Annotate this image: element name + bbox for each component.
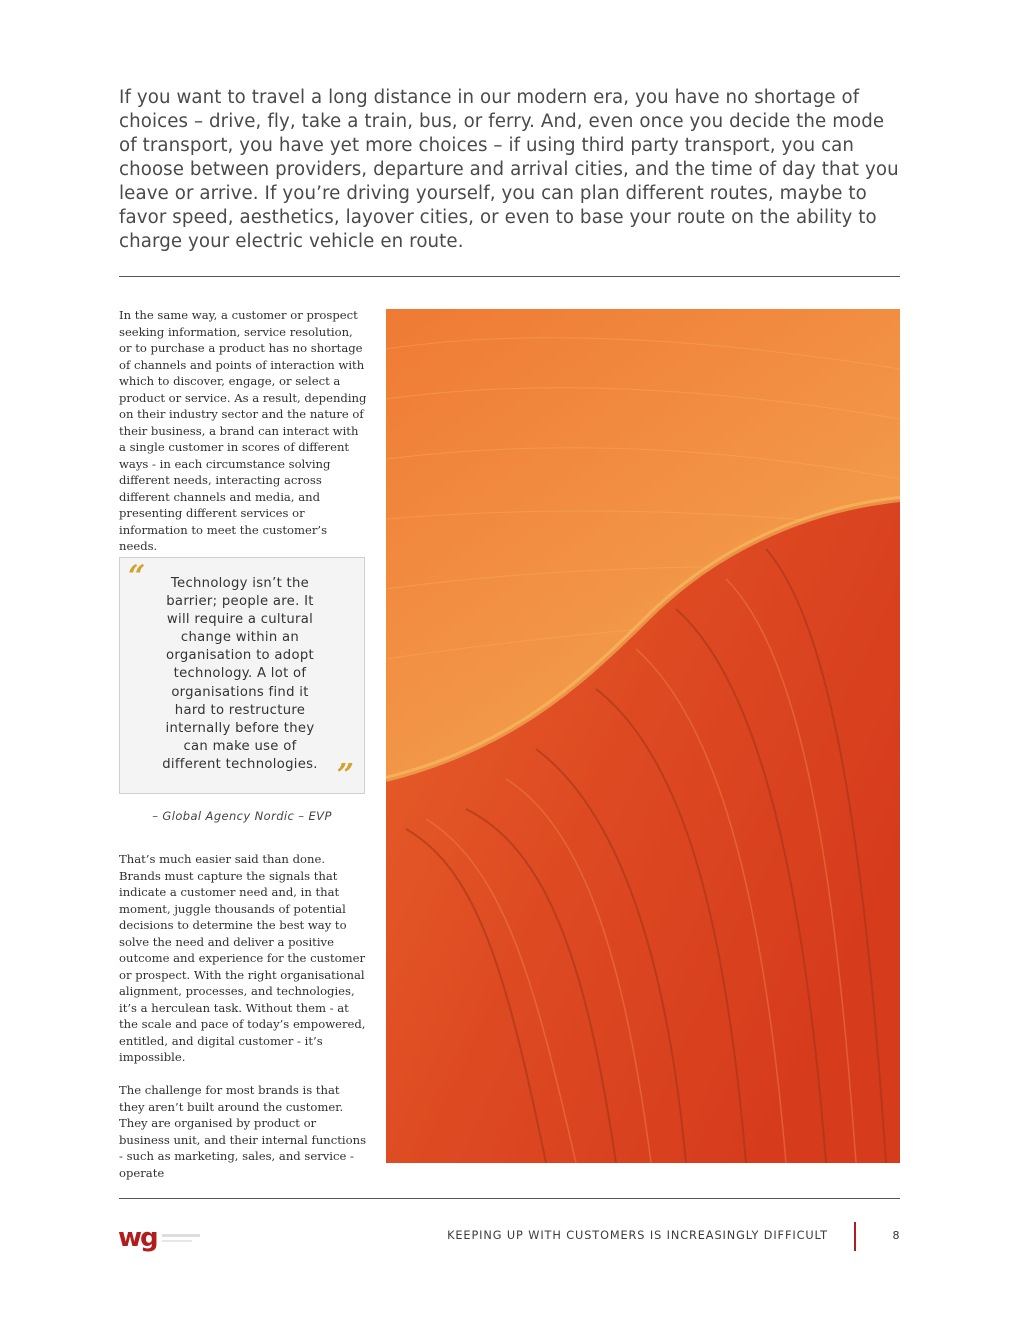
pull-quote [119, 557, 365, 794]
top-divider [119, 276, 900, 277]
quote-text: Technology isn’t the barrier; people are. It will require a cultural change within an organisation to adopt technology. A lot of organisations find it hard to restructure internally before they can make use of different technologies. [162, 576, 318, 772]
footer-section-title: KEEPING UP WITH CUSTOMERS IS INCREASINGLY DIFFICULT [447, 1229, 828, 1242]
page-number: 8 [892, 1229, 900, 1242]
body-paragraph-3: The challenge for most brands is that they aren’t built around the customer. They are organised by product or business unit, and their internal functions - such as marketing, sales, and service - operate [119, 1083, 367, 1180]
abstract-wave-image [386, 309, 900, 1163]
quote-attribution: – Global Agency Nordic – EVP [152, 809, 332, 823]
open-quote-icon: “ [128, 559, 146, 594]
body-paragraph-2: That’s much easier said than done. Brands must capture the signals that indicate a customer need and, in that moment, juggle thousands of potential decisions to determine the best way to solve the need and deliver a positive outcome and experience for the customer or prospect. With the right organisational alignment, processes, and technologies, it’s a herculean task. Without them - at the scale and pace of today’s empowered, entitled, and digital customer - it’s impossible. [119, 852, 366, 1064]
company-logo [118, 1224, 208, 1258]
bottom-divider [119, 1198, 900, 1199]
body-paragraph-1: In the same way, a customer or prospect seeking information, service resolution, or to purchase a product has no shortage of channels and points of interaction with which to discover, engage, or select a product or service. As a result, depending on their industry sector and the nature of their business, a brand can interact with a single customer in scores of different ways - in each circumstance solving different needs, interacting across different channels and media, and presenting different services or information to meet the customer’s needs. [119, 308, 367, 553]
logo-text: wg [118, 1224, 157, 1253]
intro-paragraph: If you want to travel a long distance in our modern era, you have no shortage of choices – drive, fly, take a train, bus, or ferry. And, even once you decide the mode of transport, you have yet more choices – if using third party transport, you can choose between providers, departure and arrival cities, and the time of day that you leave or arrive. If you’re driving yourself, you can plan different routes, maybe to favor speed, aesthetics, layover cities, or even to base your route on the ability to charge your electric vehicle en route. [119, 87, 899, 252]
footer-separator [854, 1222, 856, 1251]
close-quote-icon: ” [336, 758, 354, 793]
